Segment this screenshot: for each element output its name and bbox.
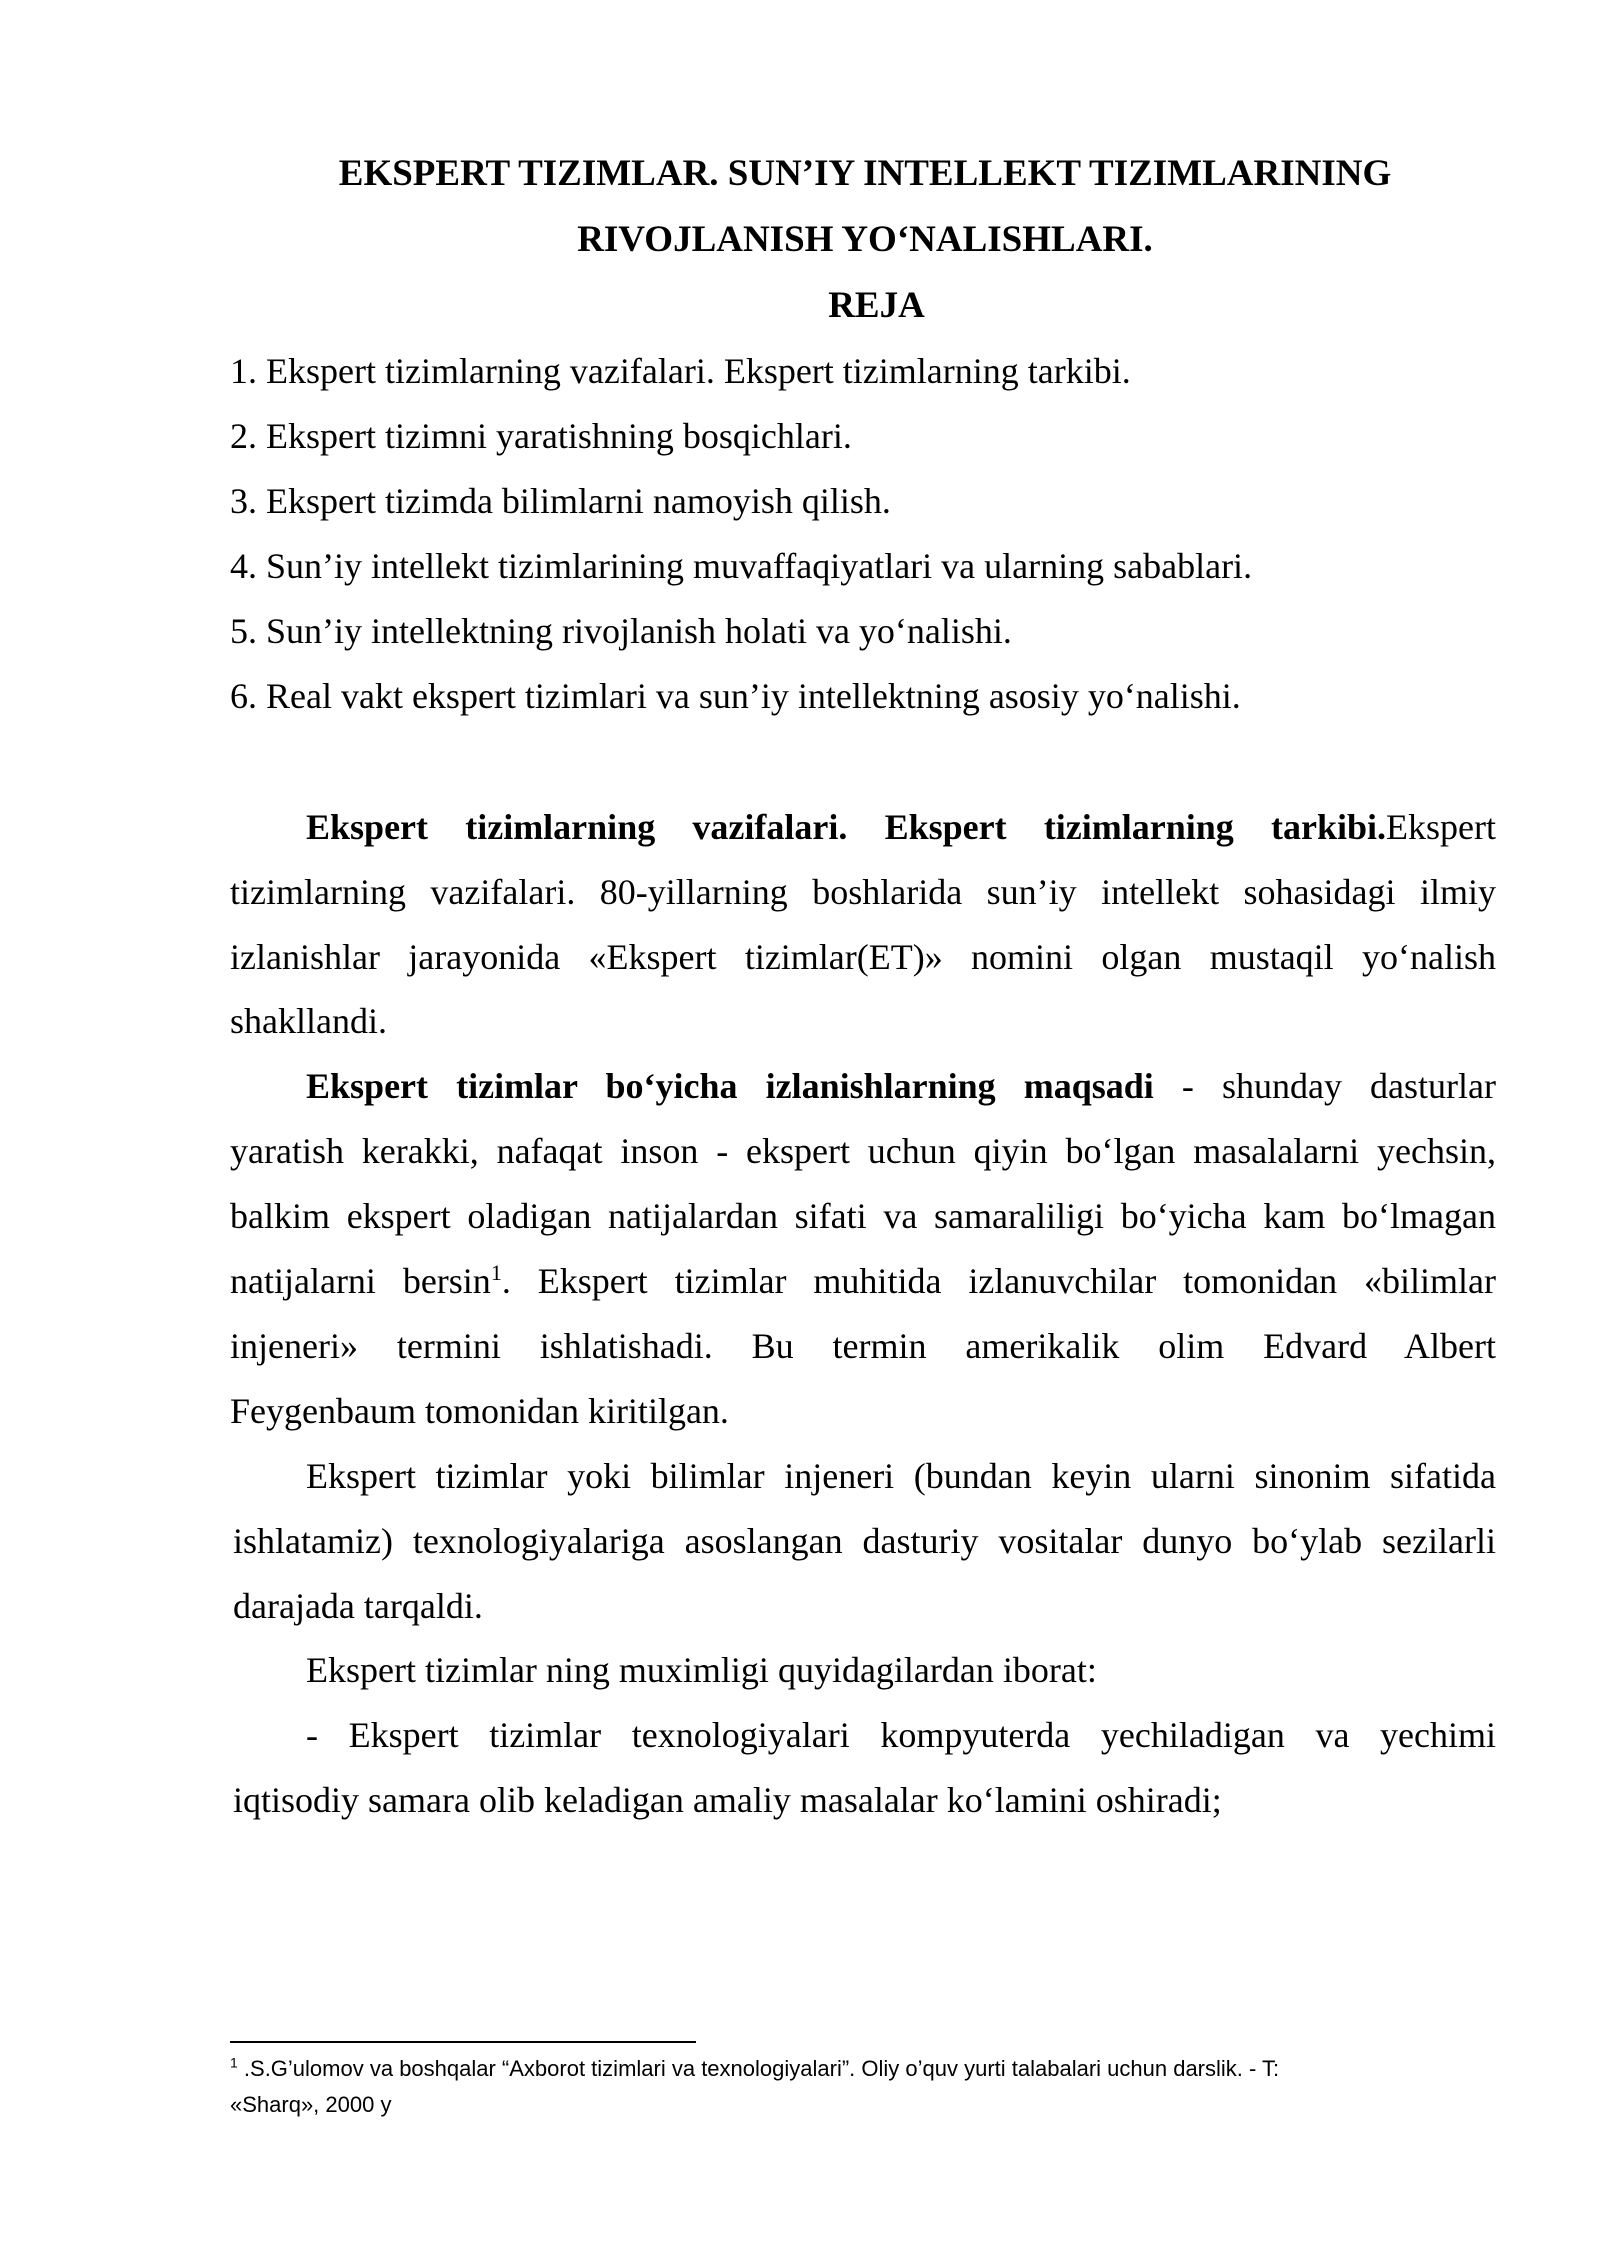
section-2-heading: Ekspert tizimlar bo‘yicha izlanishlarning maqsadi [306,1066,1154,1106]
footnote-line-2: «Sharq», 2000 y [230,2092,392,2117]
section-4-line: Ekspert tizimlar ning muximligi quyidagilardan iborat: [306,1650,1097,1690]
section-1-heading-line [306,803,1496,851]
section-5-line-2: iqtisodiy samara olib keladigan amaliy masalalar ko‘lamini oshiradi; [233,1780,1222,1820]
section-3-line-2: ishlatamiz) texnologiyalariga asoslangan dasturiy vositalar dunyo bo‘ylab sezilarli [233,1521,1496,1561]
section-2-heading-line [306,1062,1496,1110]
footnote-mark: 1 [230,2054,238,2071]
section-2-line-3-end: . Ekspert tizimlar muhitida izlanuvchilar tomonidan «bilimlar [501,1261,1496,1301]
footnote-reference[interactable]: 1 [490,1260,502,1285]
section-1-line-1: tizimlarning vazifalari. 80-yillarning boshlarida sun’iy intellekt sohasidagi ilmiy [230,872,1496,912]
section-3-line-1: Ekspert tizimlar yoki bilimlar injeneri (bundan keyin ularni sinonim sifatida [306,1456,1496,1496]
section-1-heading-tail: Ekspert [1386,807,1496,847]
plan-heading: REJA [828,285,925,326]
plan-item-3: 3. Ekspert tizimda bilimlarni namoyish qilish. [230,481,891,521]
plan-item-5: 5. Sun’iy intellektning rivojlanish holati va yo‘nalishi. [230,611,1012,651]
footnote-line-1 [230,2053,1279,2085]
section-1-line-2: izlanishlar jarayonida «Ekspert tizimlar(ET)» nomini olgan mustaqil yo‘nalish [230,937,1496,977]
section-1-line-3: shakllandi. [230,1001,387,1041]
section-2-line-2: balkim ekspert oladigan natijalardan sifati va samaraliligi bo‘yicha kam bo‘lmagan [230,1196,1496,1236]
section-2-line-1: yaratish kerakki, nafaqat inson - ekspert uchun qiyin bo‘lgan masalalarni yechsin, [230,1131,1496,1171]
page-title-line-2: RIVOJLANISH YO‘NALISHLARI. [577,219,1153,260]
section-2-line-5: Feygenbaum tomonidan kiritilgan. [230,1391,729,1431]
footnote-text-1: .S.G’ulomov va boshqalar “Axborot tizimlari va texnologiyalari”. Oliy o’quv yurti talabalari uchun darslik. - T: [237,2056,1280,2081]
plan-item-2: 2. Ekspert tizimni yaratishning bosqichlari. [230,416,852,456]
plan-item-1: 1. Ekspert tizimlarning vazifalari. Ekspert tizimlarning tarkibi. [230,351,1131,391]
section-2-line-3-start: natijalarni bersin [230,1261,491,1301]
footnote-separator [230,2041,696,2043]
section-1-heading: Ekspert tizimlarning vazifalari. Ekspert tizimlarning tarkibi. [306,807,1387,847]
section-2-heading-tail: - shunday dasturlar [1153,1066,1496,1106]
plan-item-6: 6. Real vakt ekspert tizimlari va sun’iy intellektning asosiy yo‘nalishi. [230,676,1241,716]
page-title-line-1: EKSPERT TIZIMLAR. SUN’IY INTELLEKT TIZIMLARINING [338,153,1392,194]
section-5-line-1: - Ekspert tizimlar texnologiyalari kompyuterda yechiladigan va yechimi [306,1715,1496,1755]
section-2-line-3 [230,1257,1496,1305]
section-2-line-4: injeneri» termini ishlatishadi. Bu termin amerikalik olim Edvard Albert [230,1326,1496,1366]
section-3-line-3: darajada tarqaldi. [233,1586,483,1626]
plan-item-4: 4. Sun’iy intellekt tizimlarining muvaffaqiyatlari va ularning sabablari. [230,546,1253,586]
